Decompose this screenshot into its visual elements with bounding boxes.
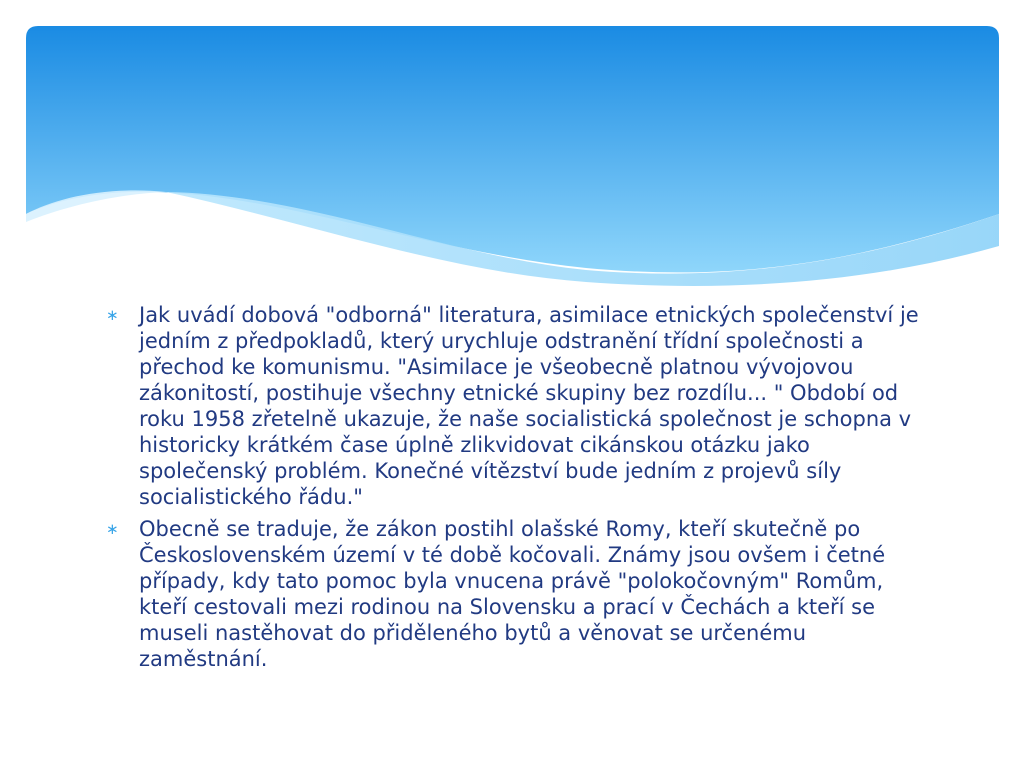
bullet-text: Obecně se traduje, že zákon postihl olašské Romy, kteří skutečně po Československém území v té době kočovali. Známy jsou ovšem i četné případy, kdy tato pomoc byla vnucena právě "polokočovným" Romům, kteří cestovali mezi rodinou na Slovensku a prací v Čechách a kteří se museli nastěhovat do přiděleného bytů a věnovat se určenému zaměstnání. xyxy=(139,517,886,671)
header-wave-banner xyxy=(26,26,999,288)
bullet-text: Jak uvádí dobová "odborná" literatura, asimilace etnických společenství je jedním z předpokladů, který urychluje odstranění třídní společnosti a přechod ke komunismu. "Asimilace je všeobecně platnou vývojovou zákonitostí, postihuje všechny etnické skupiny bez rozdílu... " Období od roku 1958 zřetelně ukazuje, že naše socialistická společnost je schopna v historicky krátkém čase úplně zlikvidovat cikánskou otázku jako společenský problém. Konečné vítězství bude jedním z projevů síly socialistického řádu." xyxy=(139,303,919,509)
bullet-list xyxy=(106,302,926,672)
bullet-item xyxy=(106,302,926,510)
asterisk-bullet-icon: ∗ xyxy=(106,520,119,538)
slide-content xyxy=(106,302,926,678)
asterisk-bullet-icon: ∗ xyxy=(106,306,119,324)
header-wave-background xyxy=(26,26,999,272)
bullet-item xyxy=(106,516,926,672)
